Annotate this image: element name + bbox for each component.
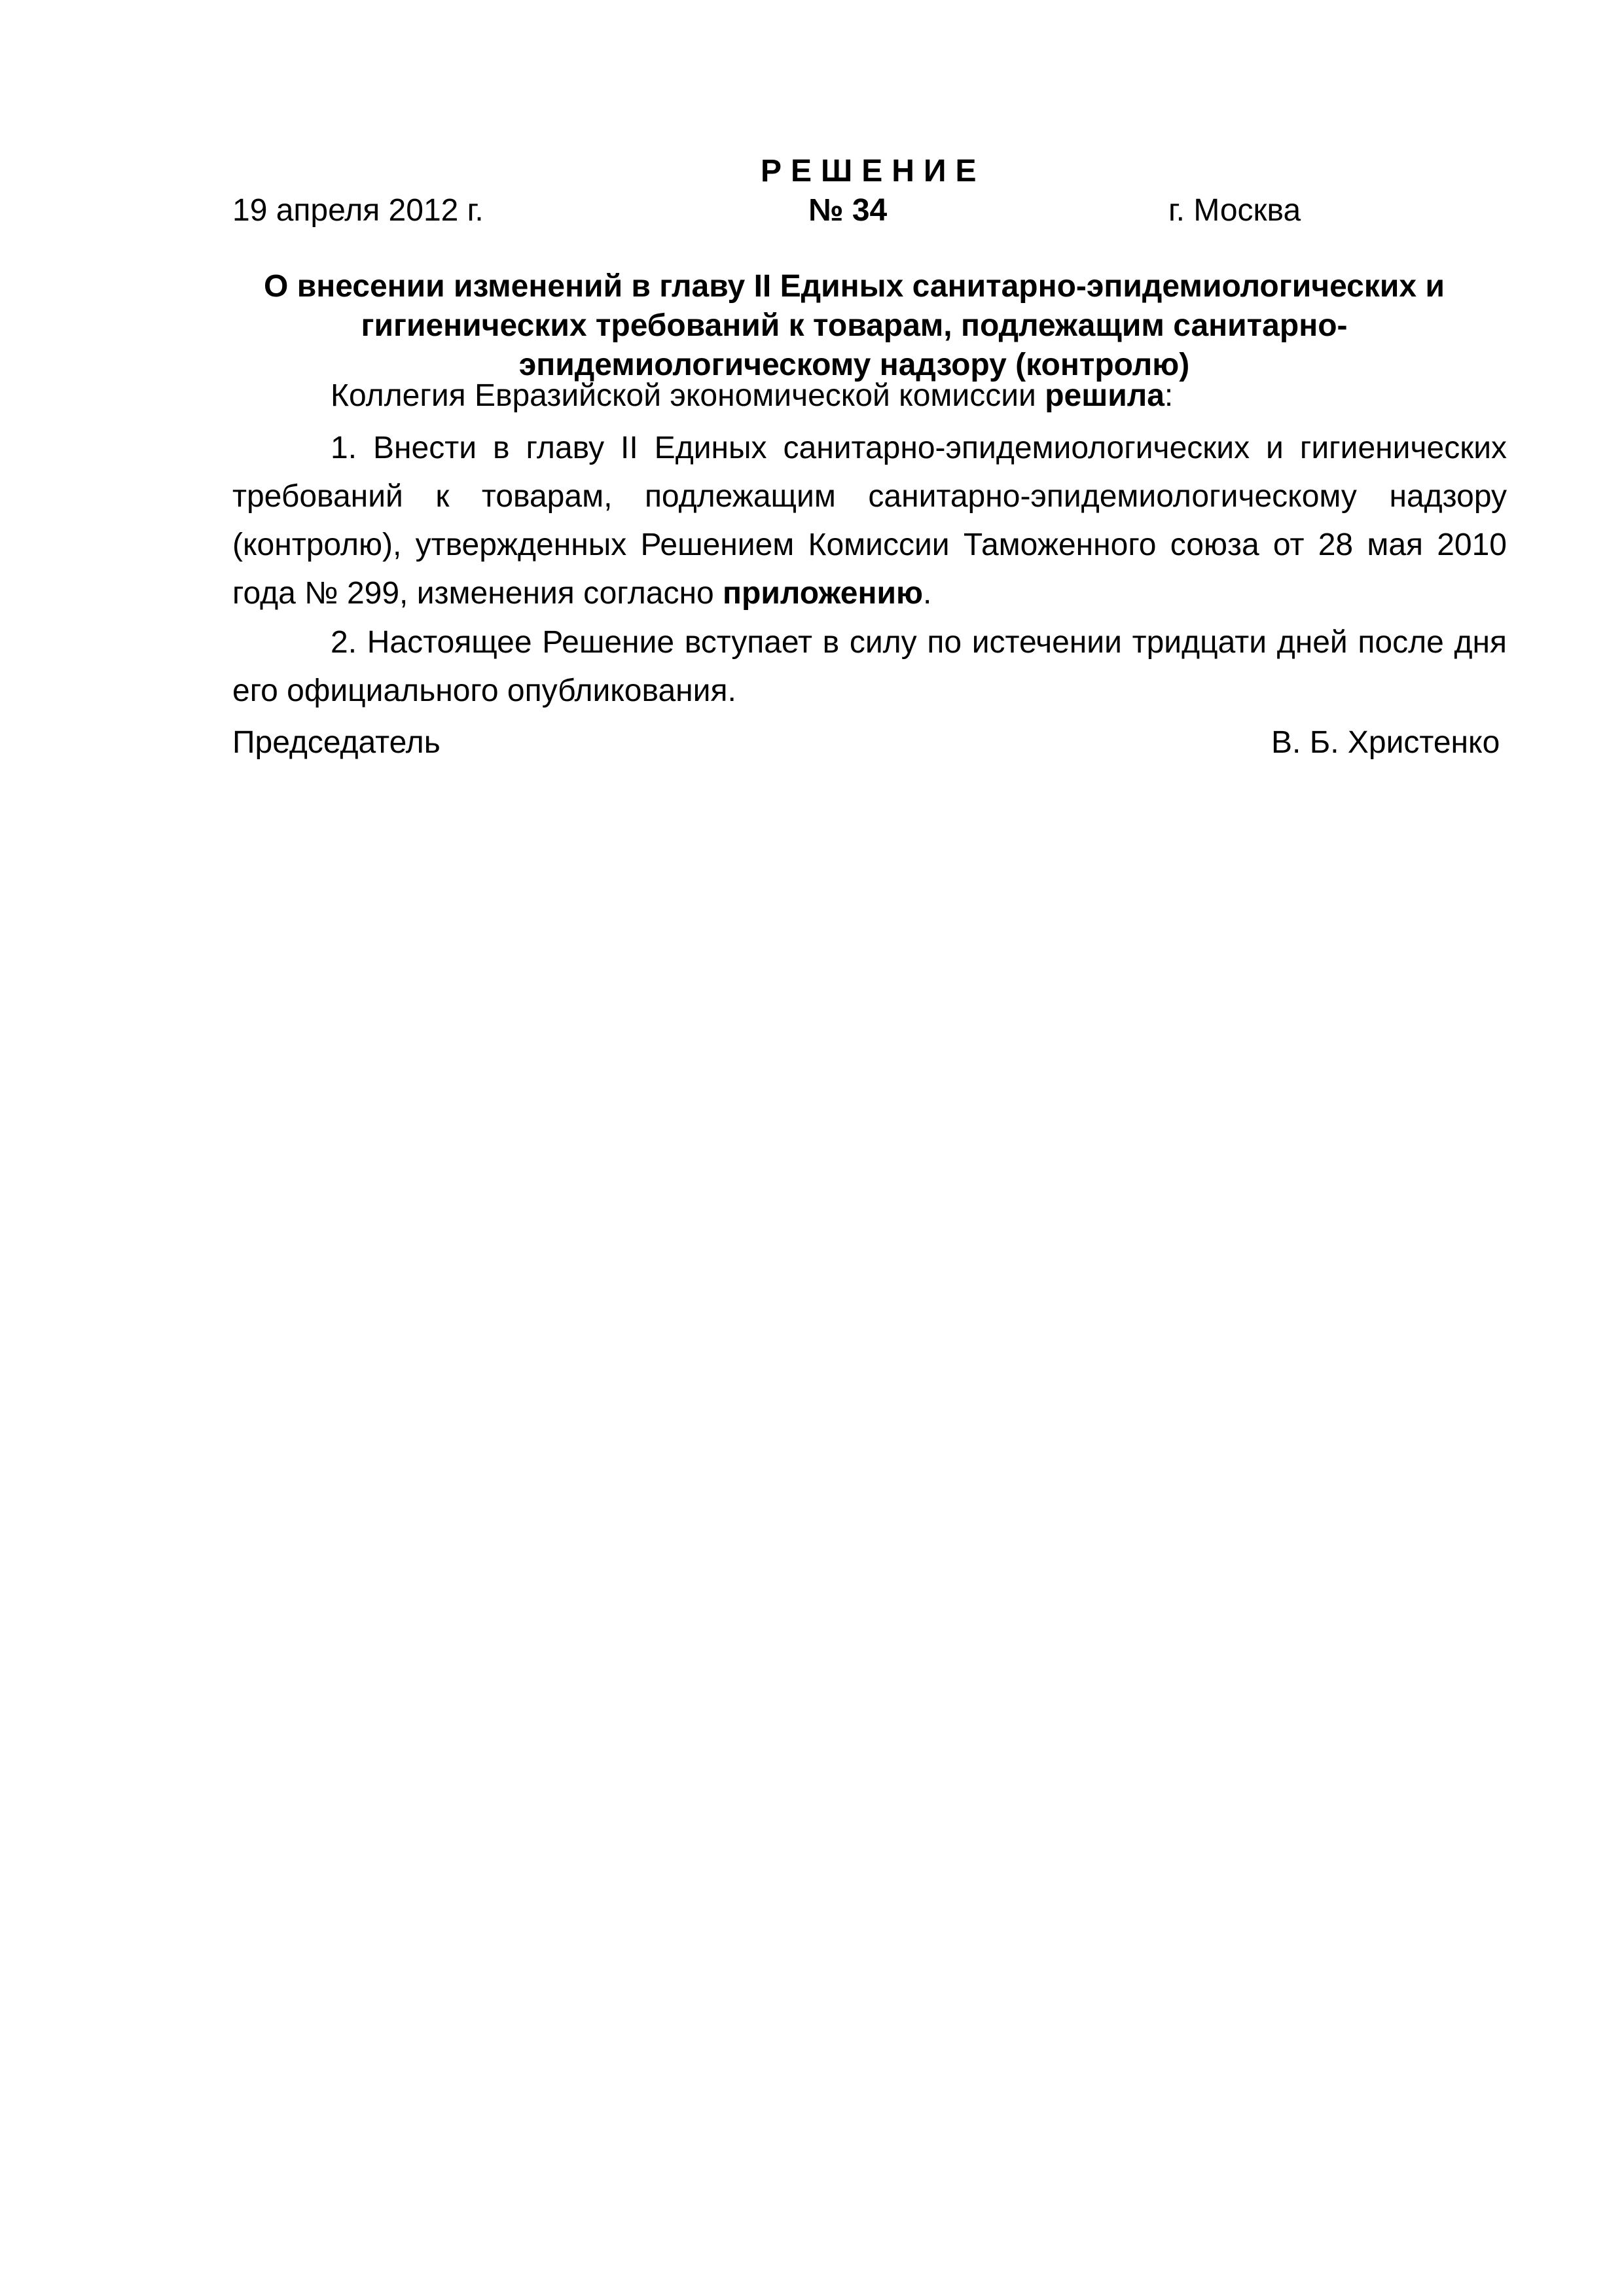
document-type-heading: РЕШЕНИЕ	[761, 154, 986, 188]
signatory-name: В. Б. Христенко	[1271, 725, 1500, 760]
document-date: 19 апреля 2012 г.	[232, 193, 484, 228]
title-line-3: эпидемиологическому надзору (контролю)	[518, 348, 1190, 382]
intro-paragraph	[232, 376, 1507, 416]
item-2-text: 2. Настоящее Решение вступает в силу по истечении тридцати дней после дня его официального опубликования.	[232, 625, 1507, 708]
document-number: № 34	[808, 193, 888, 228]
item-2-paragraph	[232, 619, 1507, 715]
document-title	[216, 267, 1492, 385]
document-city: г. Москва	[1168, 193, 1301, 228]
signatory-role: Председатель	[232, 725, 441, 760]
item-1-paragraph	[232, 424, 1507, 618]
appendix-link-text: приложению	[723, 576, 923, 611]
item-1-end: .	[922, 576, 932, 611]
intro-decision-word: решила	[1045, 378, 1164, 413]
title-line-1: О внесении изменений в главу II Единых санитарно-эпидемиологических и	[264, 269, 1445, 304]
item-1-text: 1. Внести в главу II Единых санитарно-эпидемиологических и гигиенических требований к товарам, подлежащим санитарно-эпидемиологическому надзору (контролю), утвержденных Решением Комиссии Таможенного союза от 28 мая 2010 года № 299, изменения согласно	[232, 431, 1507, 611]
intro-text: Коллегия Евразийской экономической комиссии	[331, 378, 1045, 413]
intro-end: :	[1164, 378, 1174, 413]
title-line-2: гигиенических требований к товарам, подлежащим санитарно-	[361, 308, 1348, 343]
